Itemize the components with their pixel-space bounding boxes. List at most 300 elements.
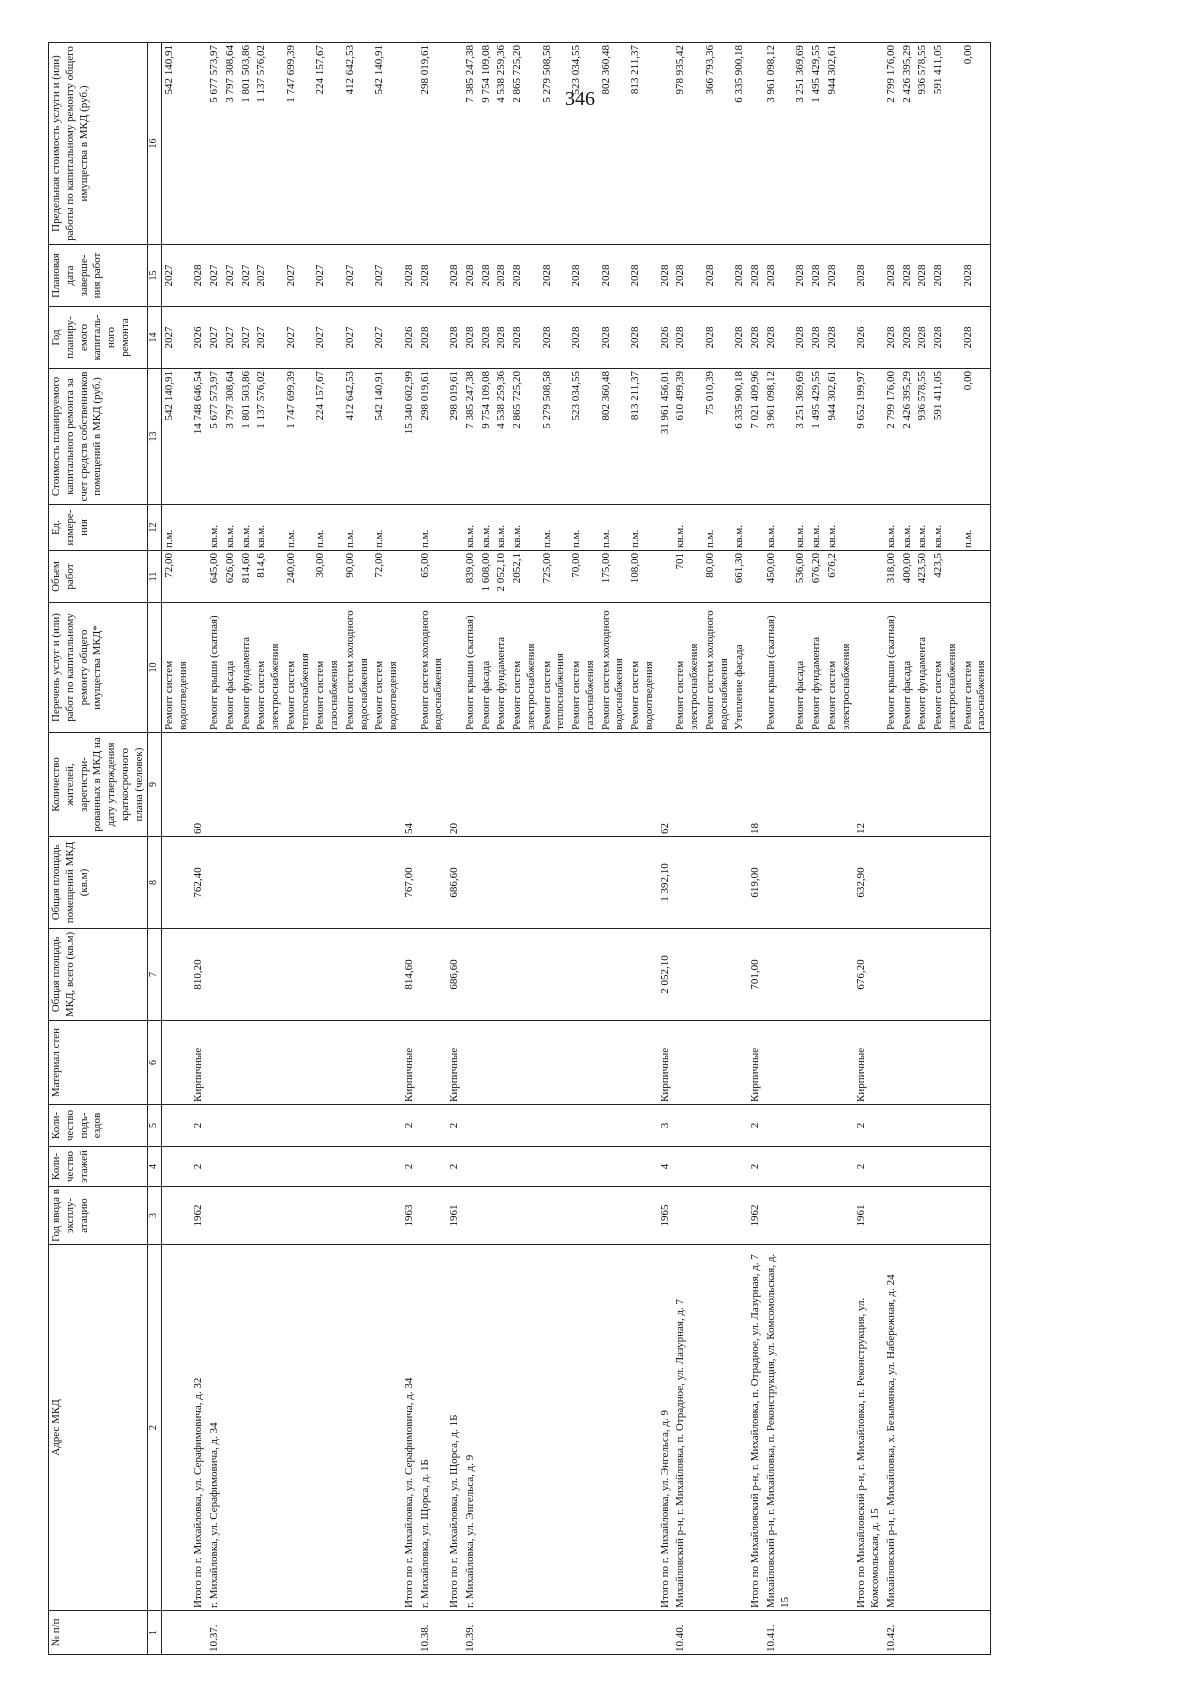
row-number	[809, 1611, 825, 1655]
limit-cost-cell: 412 642,53	[343, 43, 373, 245]
end-date-cell: 2027	[161, 245, 191, 307]
row-number	[703, 1611, 733, 1655]
entrances-cell	[764, 1105, 794, 1147]
limit-cost-cell: 0,00	[961, 43, 991, 245]
col-number: 11	[148, 551, 162, 603]
volume-cell: 2 052,10	[494, 551, 510, 603]
header-cell-residents: Количество жителей, зарегистри-рованных в МКД на дату утверждения краткосрочного плана (человек)	[49, 733, 148, 837]
unit-cell: п.м.	[372, 505, 402, 551]
column-numbers-row	[148, 43, 162, 1655]
address-cell	[599, 1245, 629, 1611]
entrances-cell	[673, 1105, 703, 1147]
wall-material-cell	[628, 1021, 658, 1105]
work-type-cell: Ремонт фундамента	[915, 603, 931, 733]
repair-year-cell: 2028	[764, 307, 794, 369]
volume-cell: 725,00	[540, 551, 570, 603]
floors-cell: 2	[854, 1147, 884, 1187]
total-area-cell	[809, 929, 825, 1021]
work-type-cell: Ремонт систем теплоснабжения	[284, 603, 314, 733]
limit-cost-cell: 802 360,48	[599, 43, 629, 245]
premises-area-cell	[540, 837, 570, 929]
row-number	[402, 1611, 418, 1655]
total-area-cell: 2 052,10	[658, 929, 674, 1021]
floors-cell	[463, 1147, 479, 1187]
total-area-cell	[900, 929, 916, 1021]
repair-year-cell: 2028	[494, 307, 510, 369]
residents-cell	[540, 733, 570, 837]
unit-cell: кв.м.	[463, 505, 479, 551]
header-cell-area: Общая площадь МКД, всего (кв.м)	[49, 929, 148, 1021]
end-date-cell: 2028	[673, 245, 703, 307]
wall-material-cell	[239, 1021, 255, 1105]
limit-cost-cell: 523 034,55	[569, 43, 599, 245]
unit-cell: кв.м.	[884, 505, 900, 551]
table-row	[658, 43, 674, 1655]
floors-cell	[494, 1147, 510, 1187]
unit-cell: п.м.	[313, 505, 343, 551]
table-body	[161, 43, 990, 1655]
work-type-cell: Ремонт систем электроснабжения	[254, 603, 284, 733]
end-date-cell: 2028	[494, 245, 510, 307]
row-number	[961, 1611, 991, 1655]
floors-cell	[510, 1147, 540, 1187]
header-cell-wall: Материал стен	[49, 1021, 148, 1105]
limit-cost-cell	[191, 43, 207, 245]
floors-cell	[343, 1147, 373, 1187]
repair-year-cell: 2028	[703, 307, 733, 369]
unit-cell: кв.м.	[479, 505, 495, 551]
year-cell	[915, 1187, 931, 1245]
residents-cell	[628, 733, 658, 837]
cost-cell: 3 961 098,12	[764, 369, 794, 505]
address-cell	[540, 1245, 570, 1611]
entrances-cell	[961, 1105, 991, 1147]
col-number: 14	[148, 307, 162, 369]
end-date-cell: 2028	[703, 245, 733, 307]
end-date-cell: 2028	[793, 245, 809, 307]
volume-cell: 240,00	[284, 551, 314, 603]
unit-cell: п.м.	[540, 505, 570, 551]
header-cell-year: Год ввода в эксплу-атацию	[49, 1187, 148, 1245]
address-cell	[915, 1245, 931, 1611]
cost-cell: 944 302,61	[825, 369, 855, 505]
limit-cost-cell: 978 935,42	[673, 43, 703, 245]
table-row	[418, 43, 448, 1655]
col-number: 5	[148, 1105, 162, 1147]
cost-cell: 1 495 429,55	[809, 369, 825, 505]
entrances-cell: 2	[748, 1105, 764, 1147]
premises-area-cell	[254, 837, 284, 929]
volume-cell	[447, 551, 463, 603]
residents-cell	[418, 733, 448, 837]
entrances-cell	[479, 1105, 495, 1147]
year-cell	[540, 1187, 570, 1245]
residents-cell	[207, 733, 223, 837]
limit-cost-cell	[402, 43, 418, 245]
premises-area-cell: 1 392,10	[658, 837, 674, 929]
volume-cell: 70,00	[569, 551, 599, 603]
floors-cell	[372, 1147, 402, 1187]
table-row	[673, 43, 703, 1655]
header-cell-unit: Ед. измере-ния	[49, 505, 148, 551]
wall-material-cell	[732, 1021, 748, 1105]
row-number	[313, 1611, 343, 1655]
wall-material-cell	[540, 1021, 570, 1105]
end-date-cell: 2028	[463, 245, 479, 307]
cost-cell: 75 010,39	[703, 369, 733, 505]
table-row	[854, 43, 884, 1655]
repair-year-cell: 2028	[900, 307, 916, 369]
premises-area-cell	[418, 837, 448, 929]
work-type-cell	[402, 603, 418, 733]
cost-cell: 3 797 308,64	[223, 369, 239, 505]
repair-year-cell: 2027	[343, 307, 373, 369]
wall-material-cell	[372, 1021, 402, 1105]
floors-cell	[479, 1147, 495, 1187]
year-cell	[313, 1187, 343, 1245]
unit-cell: п.м.	[343, 505, 373, 551]
end-date-cell: 2027	[223, 245, 239, 307]
unit-cell: кв.м.	[900, 505, 916, 551]
residents-cell	[510, 733, 540, 837]
end-date-cell: 2028	[884, 245, 900, 307]
volume-cell: 318,00	[884, 551, 900, 603]
end-date-cell: 2027	[254, 245, 284, 307]
unit-cell: кв.м.	[510, 505, 540, 551]
wall-material-cell	[207, 1021, 223, 1105]
table-row	[239, 43, 255, 1655]
cost-cell: 14 748 646,54	[191, 369, 207, 505]
address-cell	[284, 1245, 314, 1611]
end-date-cell: 2027	[284, 245, 314, 307]
year-cell	[223, 1187, 239, 1245]
wall-material-cell	[793, 1021, 809, 1105]
cost-cell: 1 801 503,86	[239, 369, 255, 505]
end-date-cell: 2028	[854, 245, 884, 307]
total-area-cell	[540, 929, 570, 1021]
year-cell	[732, 1187, 748, 1245]
address-cell	[239, 1245, 255, 1611]
premises-area-cell: 767,00	[402, 837, 418, 929]
premises-area-cell	[915, 837, 931, 929]
year-cell	[239, 1187, 255, 1245]
cost-cell: 542 140,91	[372, 369, 402, 505]
unit-cell: п.м.	[284, 505, 314, 551]
work-type-cell	[854, 603, 884, 733]
limit-cost-cell: 3 797 308,64	[223, 43, 239, 245]
repair-year-cell: 2027	[223, 307, 239, 369]
total-area-cell	[599, 929, 629, 1021]
repair-year-cell: 2028	[915, 307, 931, 369]
table-row	[510, 43, 540, 1655]
total-area-cell	[239, 929, 255, 1021]
volume-cell	[854, 551, 884, 603]
work-type-cell	[658, 603, 674, 733]
limit-cost-cell: 936 578,55	[915, 43, 931, 245]
premises-area-cell	[732, 837, 748, 929]
table-row	[931, 43, 961, 1655]
entrances-cell	[809, 1105, 825, 1147]
wall-material-cell	[931, 1021, 961, 1105]
residents-cell: 18	[748, 733, 764, 837]
unit-cell: кв.м.	[239, 505, 255, 551]
premises-area-cell	[207, 837, 223, 929]
premises-area-cell	[809, 837, 825, 929]
premises-area-cell: 686,60	[447, 837, 463, 929]
residents-cell	[494, 733, 510, 837]
entrances-cell	[915, 1105, 931, 1147]
row-number	[732, 1611, 748, 1655]
volume-cell: 1 608,00	[479, 551, 495, 603]
floors-cell	[884, 1147, 900, 1187]
floors-cell	[764, 1147, 794, 1187]
address-cell	[343, 1245, 373, 1611]
entrances-cell	[343, 1105, 373, 1147]
residents-cell	[599, 733, 629, 837]
end-date-cell: 2028	[915, 245, 931, 307]
premises-area-cell	[764, 837, 794, 929]
end-date-cell: 2028	[900, 245, 916, 307]
premises-area-cell	[463, 837, 479, 929]
residents-cell	[915, 733, 931, 837]
work-type-cell: Ремонт систем газоснабжения	[313, 603, 343, 733]
floors-cell	[793, 1147, 809, 1187]
entrances-cell	[313, 1105, 343, 1147]
header-cell-entrances: Коли-чество подъ-ездов	[49, 1105, 148, 1147]
volume-cell: 108,00	[628, 551, 658, 603]
entrances-cell	[703, 1105, 733, 1147]
limit-cost-cell: 944 302,61	[825, 43, 855, 245]
premises-area-cell	[961, 837, 991, 929]
residents-cell	[343, 733, 373, 837]
entrances-cell: 2	[854, 1105, 884, 1147]
cost-cell: 610 499,39	[673, 369, 703, 505]
row-number	[161, 1611, 191, 1655]
wall-material-cell	[961, 1021, 991, 1105]
cost-cell: 412 642,53	[343, 369, 373, 505]
limit-cost-cell: 1 137 576,02	[254, 43, 284, 245]
repair-year-cell: 2028	[961, 307, 991, 369]
entrances-cell	[284, 1105, 314, 1147]
volume-cell	[191, 551, 207, 603]
premises-area-cell	[313, 837, 343, 929]
unit-cell: п.м.	[628, 505, 658, 551]
total-area-cell	[825, 929, 855, 1021]
cost-cell: 2 426 395,29	[900, 369, 916, 505]
limit-cost-cell: 3 961 098,12	[764, 43, 794, 245]
volume-cell: 72,00	[372, 551, 402, 603]
address-cell: г. Михайловка, ул. Энгельса, д. 9	[463, 1245, 479, 1611]
table-row	[254, 43, 284, 1655]
wall-material-cell	[703, 1021, 733, 1105]
entrances-cell	[540, 1105, 570, 1147]
entrances-cell: 2	[447, 1105, 463, 1147]
volume-cell: 701	[673, 551, 703, 603]
table-row	[884, 43, 900, 1655]
floors-cell	[961, 1147, 991, 1187]
unit-cell: кв.м.	[732, 505, 748, 551]
residents-cell	[703, 733, 733, 837]
residents-cell	[313, 733, 343, 837]
repair-year-cell: 2027	[239, 307, 255, 369]
work-type-cell: Ремонт систем газоснабжения	[961, 603, 991, 733]
end-date-cell: 2027	[372, 245, 402, 307]
unit-cell: кв.м.	[793, 505, 809, 551]
cost-cell: 591 411,05	[931, 369, 961, 505]
year-cell: 1961	[447, 1187, 463, 1245]
residents-cell: 54	[402, 733, 418, 837]
total-area-cell	[884, 929, 900, 1021]
repair-year-cell: 2028	[628, 307, 658, 369]
volume-cell: 2052,1	[510, 551, 540, 603]
unit-cell: п.м.	[161, 505, 191, 551]
year-cell	[884, 1187, 900, 1245]
work-type-cell	[191, 603, 207, 733]
floors-cell	[900, 1147, 916, 1187]
work-type-cell: Ремонт систем электроснабжения	[510, 603, 540, 733]
premises-area-cell: 632,90	[854, 837, 884, 929]
floors-cell: 2	[748, 1147, 764, 1187]
total-area-cell	[673, 929, 703, 1021]
wall-material-cell	[161, 1021, 191, 1105]
wall-material-cell	[915, 1021, 931, 1105]
address-cell	[809, 1245, 825, 1611]
volume-cell	[748, 551, 764, 603]
limit-cost-cell: 591 411,05	[931, 43, 961, 245]
wall-material-cell: Кирпичные	[658, 1021, 674, 1105]
year-cell	[569, 1187, 599, 1245]
year-cell	[510, 1187, 540, 1245]
cost-cell: 2 799 176,00	[884, 369, 900, 505]
volume-cell: 536,00	[793, 551, 809, 603]
floors-cell	[931, 1147, 961, 1187]
entrances-cell	[569, 1105, 599, 1147]
wall-material-cell	[223, 1021, 239, 1105]
year-cell	[793, 1187, 809, 1245]
cost-cell: 936 578,55	[915, 369, 931, 505]
work-type-cell: Ремонт крыши (скатная)	[764, 603, 794, 733]
limit-cost-cell: 813 211,37	[628, 43, 658, 245]
entrances-cell: 3	[658, 1105, 674, 1147]
limit-cost-cell: 542 140,91	[161, 43, 191, 245]
volume-cell	[402, 551, 418, 603]
repair-year-cell: 2028	[447, 307, 463, 369]
residents-cell	[254, 733, 284, 837]
address-cell: г. Михайловка, ул. Серафимовича, д. 34	[207, 1245, 223, 1611]
premises-area-cell	[884, 837, 900, 929]
residents-cell	[569, 733, 599, 837]
year-cell	[628, 1187, 658, 1245]
floors-cell	[628, 1147, 658, 1187]
table-row	[479, 43, 495, 1655]
entrances-cell	[372, 1105, 402, 1147]
col-number: 13	[148, 369, 162, 505]
year-cell	[254, 1187, 284, 1245]
address-cell	[569, 1245, 599, 1611]
cost-cell: 3 251 369,69	[793, 369, 809, 505]
limit-cost-cell: 1 747 699,39	[284, 43, 314, 245]
wall-material-cell	[254, 1021, 284, 1105]
work-type-cell: Утепление фасада	[732, 603, 748, 733]
address-cell	[223, 1245, 239, 1611]
limit-cost-cell	[658, 43, 674, 245]
total-area-cell	[313, 929, 343, 1021]
work-type-cell: Ремонт систем электроснабжения	[825, 603, 855, 733]
year-cell	[418, 1187, 448, 1245]
total-area-cell	[915, 929, 931, 1021]
header-cell-floors: Коли-чество этажей	[49, 1147, 148, 1187]
cost-cell: 9 754 109,08	[479, 369, 495, 505]
row-number	[191, 1611, 207, 1655]
residents-cell	[463, 733, 479, 837]
cost-cell: 7 021 409,96	[748, 369, 764, 505]
end-date-cell: 2027	[343, 245, 373, 307]
wall-material-cell	[825, 1021, 855, 1105]
entrances-cell	[239, 1105, 255, 1147]
cost-cell: 298 019,61	[418, 369, 448, 505]
floors-cell	[825, 1147, 855, 1187]
address-cell	[479, 1245, 495, 1611]
floors-cell	[239, 1147, 255, 1187]
row-number	[748, 1611, 764, 1655]
row-number	[540, 1611, 570, 1655]
total-area-cell	[161, 929, 191, 1021]
total-area-cell	[254, 929, 284, 1021]
repair-year-cell: 2028	[673, 307, 703, 369]
repair-year-cell: 2028	[599, 307, 629, 369]
row-number	[931, 1611, 961, 1655]
premises-area-cell	[703, 837, 733, 929]
header-cell-cost: Стоимость планируемого капитального ремонта за счет средств собственников помещений в МКД (руб.)	[49, 369, 148, 505]
wall-material-cell	[343, 1021, 373, 1105]
limit-cost-cell: 4 538 259,36	[494, 43, 510, 245]
unit-cell: кв.м.	[915, 505, 931, 551]
residents-cell: 62	[658, 733, 674, 837]
floors-cell	[284, 1147, 314, 1187]
table-row	[223, 43, 239, 1655]
table-row	[703, 43, 733, 1655]
volume-cell: 814,6	[254, 551, 284, 603]
table-row	[809, 43, 825, 1655]
unit-cell: кв.м.	[223, 505, 239, 551]
address-cell	[961, 1245, 991, 1611]
end-date-cell: 2028	[599, 245, 629, 307]
total-area-cell	[703, 929, 733, 1021]
unit-cell: кв.м.	[931, 505, 961, 551]
table-row	[343, 43, 373, 1655]
table-row	[732, 43, 748, 1655]
limit-cost-cell: 1 801 503,86	[239, 43, 255, 245]
volume-cell: 175,00	[599, 551, 629, 603]
total-area-cell	[569, 929, 599, 1021]
table-row	[447, 43, 463, 1655]
repair-year-cell: 2028	[569, 307, 599, 369]
volume-cell: 450,00	[764, 551, 794, 603]
end-date-cell: 2027	[239, 245, 255, 307]
cost-cell: 542 140,91	[161, 369, 191, 505]
end-date-cell: 2028	[540, 245, 570, 307]
limit-cost-cell: 298 019,61	[418, 43, 448, 245]
premises-area-cell	[569, 837, 599, 929]
volume-cell: 676,2	[825, 551, 855, 603]
cost-cell: 1 137 576,02	[254, 369, 284, 505]
year-cell	[207, 1187, 223, 1245]
floors-cell	[540, 1147, 570, 1187]
address-cell	[161, 1245, 191, 1611]
total-area-cell: 810,20	[191, 929, 207, 1021]
limit-cost-cell: 5 677 573,97	[207, 43, 223, 245]
total-area-cell	[284, 929, 314, 1021]
